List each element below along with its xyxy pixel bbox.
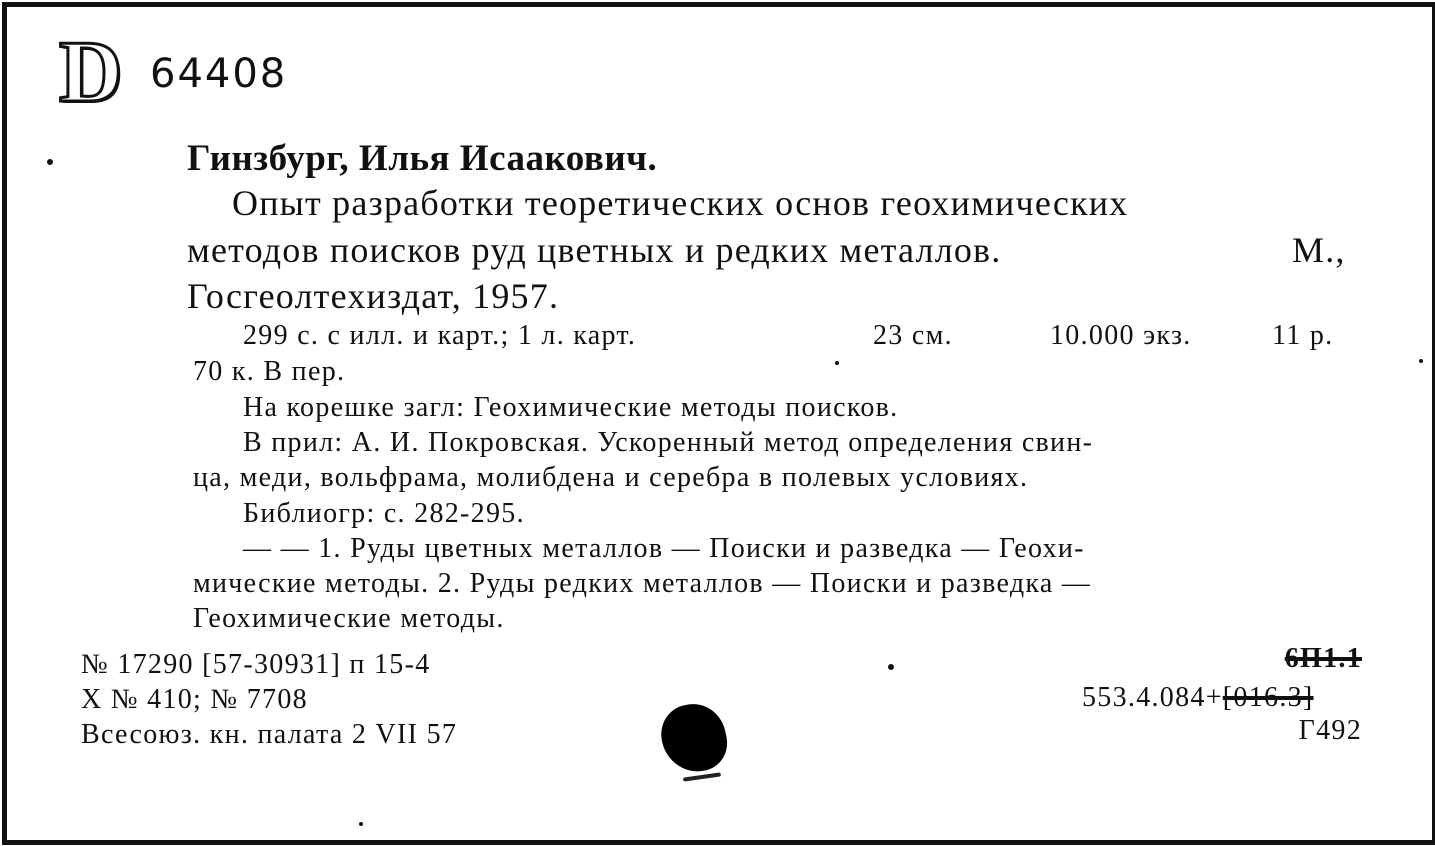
speck <box>888 664 894 670</box>
subject-line-2: мические методы. 2. Руды редких металлов — Поиски и разведка — <box>193 568 1092 599</box>
title-line-2: методов поисков руд цветных и редких металлов. <box>187 230 1002 270</box>
udc-code: 553.4.084+ <box>1082 682 1223 713</box>
ink-blot-tail <box>683 772 721 781</box>
footer-cross-numbers: Х № 410; № 7708 <box>81 684 308 715</box>
ink-blot <box>656 698 733 778</box>
library-stamp-letter: D <box>59 24 123 121</box>
publication-city: М., <box>1292 230 1346 270</box>
note-bibliography: Библиогр: с. 282-295. <box>243 498 525 529</box>
physical-copies: 10.000 экз. <box>1050 320 1192 351</box>
handwritten-accession-number: 64408 <box>150 51 288 97</box>
catalog-card <box>2 2 1435 845</box>
udc-struck: [016.3] <box>1222 682 1314 713</box>
speck <box>835 361 839 365</box>
speck <box>359 822 363 826</box>
speck <box>47 159 53 165</box>
footer-chamber-date: Всесоюз. кн. палата 2 VII 57 <box>81 719 458 750</box>
note-spine-title: На корешке загл: Геохимические методы поисков. <box>243 392 899 423</box>
physical-pages: 299 с. с илл. и карт.; 1 л. карт. <box>243 320 637 351</box>
title-line-1: Опыт разработки теоретических основ геохимических <box>232 183 1129 223</box>
subject-line-1: — — 1. Руды цветных металлов — Поиски и разведка — Геохи- <box>243 533 1085 564</box>
classification-struck: 6П1.1 <box>1284 643 1362 674</box>
subject-line-3: Геохимические методы. <box>193 603 505 634</box>
footer-record-number: № 17290 [57-30931] п 15-4 <box>81 649 431 680</box>
note-appendix-2: ца, меди, вольфрама, молибдена и серебра в полевых условиях. <box>193 462 1029 493</box>
physical-size: 23 см. <box>873 320 953 351</box>
note-appendix-1: В прил: А. И. Покровская. Ускоренный метод определения свин- <box>243 427 1094 458</box>
udc-line <box>1082 682 1314 714</box>
physical-price: 11 р. <box>1272 320 1334 351</box>
title-line-3: Госгеолтехиздат, 1957. <box>187 276 560 316</box>
physical-price-continued: 70 к. В пер. <box>193 356 346 387</box>
cutter-number: Г492 <box>1298 715 1362 746</box>
author-heading: Гинзбург, Илья Исаакович. <box>187 138 658 179</box>
speck <box>1419 359 1423 363</box>
